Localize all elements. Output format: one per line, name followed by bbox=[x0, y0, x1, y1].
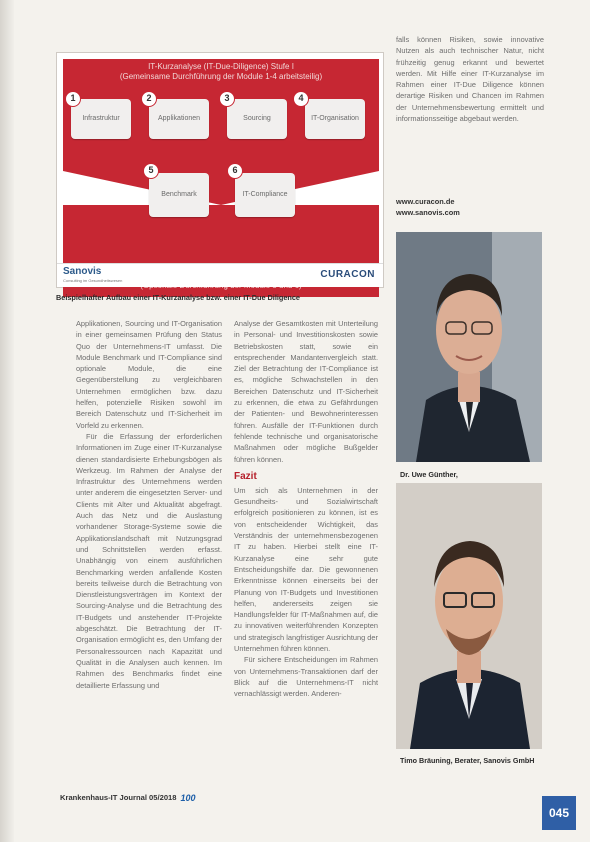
sanovis-logo: Sanovis bbox=[63, 266, 102, 277]
module-applications bbox=[149, 99, 209, 139]
module-label: Applikationen bbox=[157, 115, 201, 122]
portrait-illustration bbox=[396, 232, 542, 462]
it-analysis-diagram bbox=[56, 52, 384, 288]
module-label: Benchmark bbox=[161, 191, 197, 198]
module-number: 2 bbox=[141, 91, 157, 107]
portrait-illustration bbox=[396, 483, 542, 749]
module-label: Infrastruktur bbox=[82, 115, 120, 122]
page-footer bbox=[60, 793, 196, 803]
funnel-arrow bbox=[63, 171, 379, 205]
paragraph: Analyse der Gesamtkosten mit Unterteilung in Personal- und Investitionskosten sowie Betriebskosten statt, sowie ein entsprechender Mandantenvergleich statt. Ziel der Betrachtung der IT-Compliance ist es, mögliche Schwachstellen in den Bereichen Datenschutz und IT-Sicherheit zu erkennen, die etwa zu Gefährdungen der Patienten- und Bewohnerinteressen führen. Ausfälle der IT-Funktionen durch fehlende technische und organisatorische Maßnahmen oder mögliche Bußgelder führen können. bbox=[234, 319, 378, 464]
sanovis-logo-tagline: Consulting im Gesundheitswesen bbox=[63, 278, 123, 283]
module-number: 4 bbox=[293, 91, 309, 107]
link-sanovis[interactable]: www.sanovis.com bbox=[396, 208, 460, 217]
paragraph: Applikationen, Sourcing und IT-Organisation in einer gemeinsamen Prüfung den Status Quo der Unternehmens-IT umfasst. Die Module Benchmark und IT-Compliance sind optionale Module, die eine Gegenüberstellung zu vergleichbaren Unternehmen ermöglichen bzw. dazu helfen, potenzielle Risiken sowohl im Bereich Datenschutz und IT-Sicherheit im Vorfeld zu erkennen. bbox=[76, 319, 222, 430]
module-benchmark bbox=[149, 173, 209, 217]
web-links bbox=[396, 196, 460, 218]
module-label: Sourcing bbox=[243, 115, 271, 122]
anniversary-logo: 100 bbox=[180, 793, 196, 803]
diagram-caption: Beispielhafter Aufbau einer IT-Kurzanalyse bzw. einer IT-Due Diligence bbox=[56, 293, 300, 302]
page-number: 045 bbox=[542, 796, 576, 830]
module-number: 6 bbox=[227, 163, 243, 179]
module-it-organisation bbox=[305, 99, 365, 139]
module-number: 5 bbox=[143, 163, 159, 179]
text-column-3 bbox=[396, 34, 544, 124]
diagram-logo-strip bbox=[57, 263, 383, 287]
module-infrastructure bbox=[71, 99, 131, 139]
link-curacon[interactable]: www.curacon.de bbox=[396, 197, 455, 206]
section-heading-fazit: Fazit bbox=[234, 470, 257, 482]
portrait-photo-braeuning bbox=[396, 483, 542, 749]
module-label: IT-Compliance bbox=[242, 191, 288, 198]
stage-one-title: IT-Kurzanalyse (IT-Due-Diligence) Stufe I bbox=[148, 62, 294, 71]
paragraph: Für die Erfassung der erforderlichen Informationen im Zuge einer IT-Kurzanalyse dienen standardisierte Erhebungsbögen als Werkzeug. Im Rahmen der Analyse der Infrastruktur des Unternehmens werden unter anderem die eingesetzten Server- und Clients mit Alter und Aktualität abgefragt. Auch das Netz und die Auslastung vorhandener Storage-Systeme sowie die Applikationslandschaft mit Nutzungsgrad und Schnittstellen werden erfasst. Unabhängig von einem ausführlichen Benchmarking werden anfallende Kosten bereits teilweise durch die Betrachtung von Dienstleistungsverträgen im Kontext der Sourcing-Analyse und die Betrachtung des IT-Budgets und anstehender IT-Projekte abgeschätzt. Die Betrachtung der IT-Organisation ermöglicht es, den Umfang der Personalressourcen nach Kapazität und Qualität in die Analysen auch kennen. Im Rahmen des Benchmarks findet eine detaillierte Erfassung und bbox=[76, 431, 222, 690]
paragraph: Für sichere Entscheidungen im Rahmen von Unternehmens-Transaktionen darf der Blick auf die Unternehmens-IT nicht vernachlässigt werden. Anderen- bbox=[234, 655, 378, 699]
module-number: 1 bbox=[65, 91, 81, 107]
module-number: 3 bbox=[219, 91, 235, 107]
caption-line: Dr. Uwe Günther, bbox=[400, 470, 458, 479]
journal-name: Krankenhaus-IT Journal 05/2018 bbox=[60, 793, 177, 802]
portrait-caption-braeuning: Timo Bräuning, Berater, Sanovis GmbH bbox=[400, 756, 535, 765]
text-column-2 bbox=[234, 318, 378, 700]
paragraph: Um sich als Unternehmen in der Gesundheits- und Sozialwirtschaft erfolgreich positionieren zu können, ist es von entscheidender Wichtigkeit, das Verständnis der unternehmensbezogenen IT zu haben. Hierbei stellt eine IT-Kurzanalyse eine sehr gute Entscheidungshilfe dar. Die gewonnenen Erkenntnisse können einerseits bei der Planung von IT-Budgets und Investitionen helfen, andererseits zeigen sie Handlungsfelder für IT-Maßnahmen auf, die zu innovativen weiterführenden Konzepten und strategisch langfristiger Ausrichtung der Unternehmen führen können. bbox=[234, 485, 378, 654]
module-sourcing bbox=[227, 99, 287, 139]
curacon-logo: CURACON bbox=[320, 269, 375, 280]
portrait-photo-guenther bbox=[396, 232, 542, 462]
text-column-1 bbox=[76, 318, 222, 691]
paragraph: falls können Risiken, sowie innovative Nutzen als auch technischer Natur, nicht frühzeitig genug erkannt und bewertet werden. Mit Hilfe einer IT-Kurzanalyse im Rahmen einer IT-Due Diligence können derartige Risiken und Chancen im Rahmen der Unternehmensbewertung ermittelt und informationsseitige abgebaut werden. bbox=[396, 35, 544, 124]
module-label: IT-Organisation bbox=[311, 115, 359, 122]
module-it-compliance bbox=[235, 173, 295, 217]
stage-one-subtitle: (Gemeinsame Durchführung der Module 1-4 arbeitsteilig) bbox=[119, 72, 323, 81]
page-binding-shadow bbox=[0, 0, 14, 842]
